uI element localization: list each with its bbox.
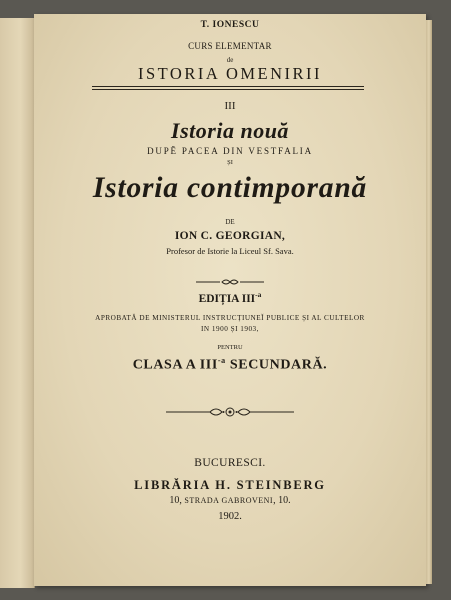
title-page <box>34 14 426 586</box>
publisher-name: LIBRĂRIA H. STEINBERG <box>134 478 326 492</box>
approval-line-2: IN 1900 ȘI 1903, <box>201 325 259 333</box>
main-title-2: Istoria contimporană <box>92 172 368 204</box>
course-label: CURS ELEMENTAR <box>188 41 272 51</box>
class-post: SECUNDARĂ. <box>225 357 328 373</box>
class-sup: -a <box>217 356 226 365</box>
address-number: 10, <box>169 495 185 506</box>
edition-label <box>34 290 426 305</box>
conjunction-de: de <box>226 56 234 64</box>
approval-line-1: APROBATĂ DE MINISTERUL INSTRUCȚIUNEĬ PUBLICE ȘI AL CULTELOR <box>95 314 365 322</box>
series-title: ISTORIA OMENIRII <box>137 64 323 83</box>
edition-main: EDIȚIA III <box>198 292 256 305</box>
address-street: STRADA GABROVENI <box>184 496 274 505</box>
subtitle-1: DUPĔ PACEA DIN VESTFALIA <box>147 146 313 156</box>
address-tail: , 10. <box>273 495 291 506</box>
editor-title: Profesor de Istorie la Liceul Sf. Sava. <box>166 246 294 256</box>
small-ornament-icon <box>194 278 266 286</box>
right-page-edge <box>426 20 432 584</box>
main-title-1: Istoria nouă <box>171 118 289 143</box>
author-name: T. IONESCU <box>200 20 260 30</box>
conjunction-de-2: DE <box>225 218 235 226</box>
series-double-rule <box>92 86 364 90</box>
volume-number: III <box>224 100 236 112</box>
publication-year: 1902. <box>218 511 242 522</box>
class-label <box>34 356 426 374</box>
decorative-flourish-icon <box>164 405 296 419</box>
pentru-label: PENTRU <box>217 344 243 351</box>
editor-name: ION C. GEORGIAN, <box>174 230 286 242</box>
publisher-address <box>34 495 426 506</box>
left-page-edge <box>0 18 35 588</box>
city-name: BUCURESCI. <box>194 457 266 469</box>
edition-sup: -a <box>255 290 262 299</box>
conjunction-si: ȘI <box>227 159 233 166</box>
class-pre: CLASA A III <box>132 357 218 373</box>
